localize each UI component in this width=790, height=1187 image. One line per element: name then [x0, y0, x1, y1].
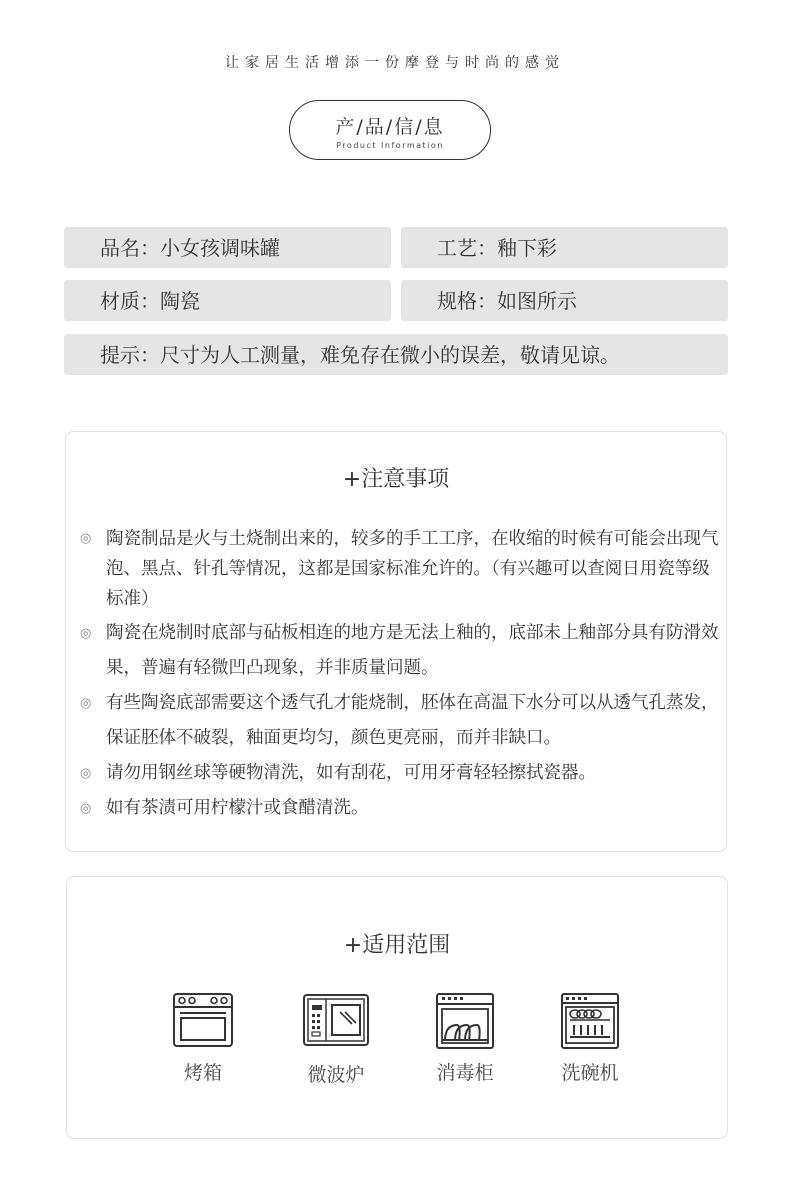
notes-list	[80, 524, 720, 826]
product-info-subtitle: Product Information	[336, 141, 444, 150]
usage-card	[66, 876, 728, 1139]
notes-card	[65, 431, 727, 852]
note-item	[80, 686, 720, 756]
usage-item-oven	[148, 992, 258, 1085]
slogan: 让家居生活增添一份摩登与时尚的感觉	[225, 55, 565, 71]
usage-label: 洗碗机	[561, 1062, 619, 1084]
note-bullet-icon: ◎	[80, 696, 92, 711]
sterilizer-cabinet-icon	[435, 992, 495, 1050]
note-bullet-icon: ◎	[80, 766, 92, 781]
info-spec: 规格：如图所示	[401, 280, 728, 321]
note-text: 陶瓷制品是火与土烧制出来的，较多的手工工序，在收缩的时候有可能会出现气泡、黑点、针孔等情况，这都是国家标准允许的。（有兴趣可以查阅日用瓷等级标准）	[106, 529, 719, 609]
usage-label: 烤箱	[183, 1062, 222, 1084]
note-bullet-icon: ◎	[80, 801, 92, 816]
note-item	[80, 616, 720, 686]
usage-item-microwave	[281, 992, 391, 1087]
note-text: 如有茶渍可用柠檬汁或食醋清洗。	[106, 798, 369, 818]
info-tip: 提示：尺寸为人工测量，难免存在微小的误差，敬请见谅。	[64, 334, 728, 375]
note-text: 有些陶瓷底部需要这个透气孔才能烧制，胚体在高温下水分可以从透气孔蒸发，保证胚体不破裂，釉面更均匀，颜色更亮丽，而并非缺口。	[106, 693, 719, 748]
usage-title: +适用范围	[343, 933, 451, 958]
note-item	[80, 524, 720, 614]
product-info-badge	[289, 100, 491, 160]
usage-label: 消毒柜	[436, 1062, 494, 1084]
usage-item-dishwasher	[535, 992, 645, 1085]
usage-item-sterilizer	[410, 992, 520, 1085]
info-product-name: 品名：小女孩调味罐	[64, 227, 391, 268]
dishwasher-icon	[560, 992, 620, 1050]
info-material: 材质：陶瓷	[64, 280, 391, 321]
info-craft: 工艺：釉下彩	[401, 227, 728, 268]
note-item	[80, 756, 720, 791]
note-bullet-icon: ◎	[80, 531, 92, 546]
microwave-icon	[302, 992, 370, 1048]
note-text: 陶瓷在烧制时底部与砧板相连的地方是无法上釉的，底部未上釉部分具有防滑效果，普遍有轻微凹凸现象，并非质量问题。	[106, 623, 719, 678]
oven-icon	[172, 992, 234, 1048]
note-text: 请勿用钢丝球等硬物清洗，如有刮花，可用牙膏轻轻擦拭瓷器。	[106, 763, 596, 783]
note-item	[80, 791, 720, 826]
notes-title: +注意事项	[342, 467, 450, 492]
note-bullet-icon: ◎	[80, 626, 92, 641]
product-info-title: 产/品/信/息	[335, 116, 445, 138]
usage-label: 微波炉	[307, 1064, 365, 1086]
